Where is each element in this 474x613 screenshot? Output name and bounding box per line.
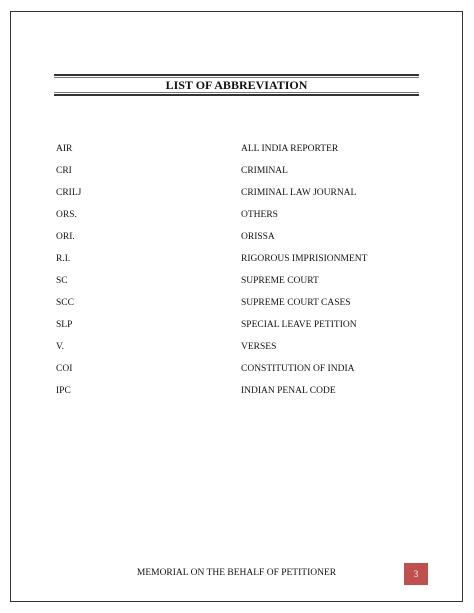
abbreviation-full: OTHERS [241,210,278,220]
abbreviation-full: INDIAN PENAL CODE [241,386,336,396]
page-footer [10,560,463,586]
abbreviation-full: CRIMINAL [241,166,288,176]
abbreviation-short: R.I. [56,254,71,264]
abbreviation-short: IPC [56,386,71,396]
list-item [56,209,396,231]
list-item [56,143,396,165]
list-item [56,165,396,187]
footer-text: MEMORIAL ON THE BEHALF OF PETITIONER [136,568,337,578]
abbreviation-list [56,143,396,407]
list-item [56,319,396,341]
list-item [56,253,396,275]
abbreviation-full: RIGOROUS IMPRISIONMENT [241,254,368,264]
abbreviation-full: ORISSA [241,232,275,242]
abbreviation-short: CRI [56,166,72,176]
page-title: LIST OF ABBREVIATION [165,78,308,92]
list-item [56,297,396,319]
abbreviation-short: AIR [56,144,73,154]
abbreviation-short: ORS. [56,210,77,220]
list-item [56,385,396,407]
abbreviation-full: ALL INDIA REPORTER [241,144,339,154]
list-item [56,275,396,297]
abbreviation-short: SLP [56,320,73,330]
list-item [56,363,396,385]
abbreviation-full: SPECIAL LEAVE PETITION [241,320,357,330]
abbreviation-full: CONSTITUTION OF INDIA [241,364,355,374]
abbreviation-short: V. [56,342,65,352]
abbreviation-full: SUPREME COURT CASES [241,298,351,308]
page-number-badge: 3 [404,563,428,585]
abbreviation-short: CRILJ [56,188,82,198]
list-item [56,187,396,209]
abbreviation-short: COI [56,364,73,374]
title-bar [54,74,419,96]
abbreviation-short: SCC [56,298,74,308]
abbreviation-short: SC [56,276,68,286]
list-item [56,341,396,363]
abbreviation-full: SUPREME COURT [241,276,319,286]
abbreviation-full: VERSES [241,342,277,352]
abbreviation-short: ORI. [56,232,75,242]
list-item [56,231,396,253]
abbreviation-full: CRIMINAL LAW JOURNAL [241,188,357,198]
